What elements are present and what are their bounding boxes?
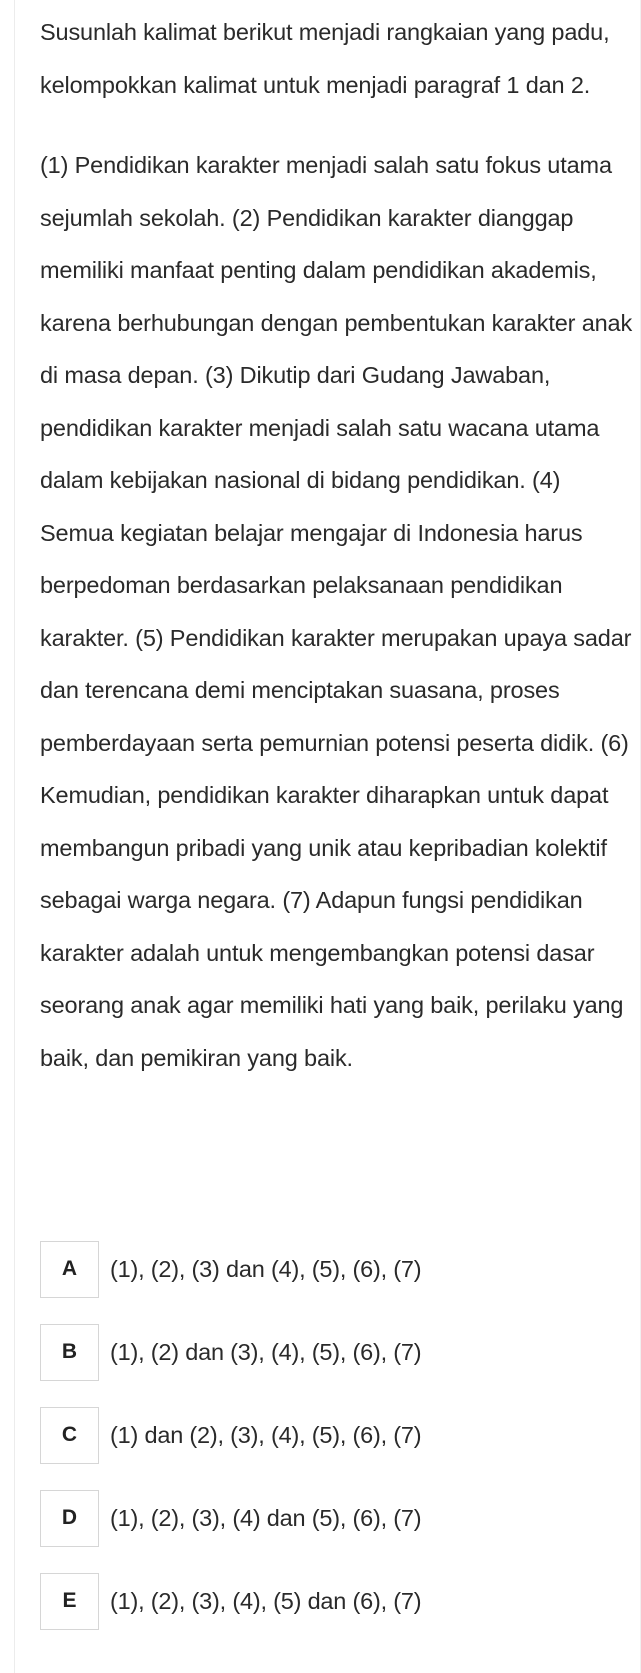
- option-b[interactable]: [40, 1323, 600, 1381]
- option-letter: B: [40, 1324, 99, 1381]
- option-letter: D: [40, 1490, 99, 1547]
- option-letter: C: [40, 1407, 99, 1464]
- option-text: (1), (2), (3) dan (4), (5), (6), (7): [110, 1255, 422, 1282]
- option-c[interactable]: [40, 1406, 600, 1464]
- question-passage: (1) Pendidikan karakter menjadi salah satu fokus utama sejumlah sekolah. (2) Pendidikan karakter dianggap memiliki manfaat penting dalam pendidikan akademis, karena berhubungan dengan pembentukan karakter anak di masa depan. (3) Dikutip dari Gudang Jawaban, pendidikan karakter menjadi salah satu wacana utama dalam kebijakan nasional di bidang pendidikan. (4) Semua kegiatan belajar mengajar di Indonesia harus berpedoman berdasarkan pelaksanaan pendidikan karakter. (5) Pendidikan karakter merupakan upaya sadar dan terencana demi menciptakan suasana, proses pemberdayaan serta pemurnian potensi peserta didik. (6) Kemudian, pendidikan karakter diharapkan untuk dapat membangun pribadi yang unik atau kepribadian kolektif sebagai warga negara. (7) Adapun fungsi pendidikan karakter adalah untuk mengembangkan potensi dasar seorang anak agar memiliki hati yang baik, perilaku yang baik, dan pemikiran yang baik.: [40, 152, 633, 1071]
- option-text: (1), (2) dan (3), (4), (5), (6), (7): [110, 1338, 422, 1365]
- option-e[interactable]: [40, 1572, 600, 1630]
- left-divider: [14, 0, 15, 1673]
- question-instruction: Susunlah kalimat berikut menjadi rangkaian yang padu, kelompokkan kalimat untuk menjadi paragraf 1 dan 2.: [40, 19, 610, 98]
- option-letter: A: [40, 1241, 99, 1298]
- option-letter: E: [40, 1573, 99, 1630]
- question-body: [40, 6, 638, 1084]
- option-text: (1), (2), (3), (4) dan (5), (6), (7): [110, 1504, 422, 1531]
- option-text: (1), (2), (3), (4), (5) dan (6), (7): [110, 1587, 422, 1614]
- option-a[interactable]: [40, 1240, 600, 1298]
- option-d[interactable]: [40, 1489, 600, 1547]
- answer-options: [40, 1240, 600, 1655]
- option-text: (1) dan (2), (3), (4), (5), (6), (7): [110, 1421, 422, 1448]
